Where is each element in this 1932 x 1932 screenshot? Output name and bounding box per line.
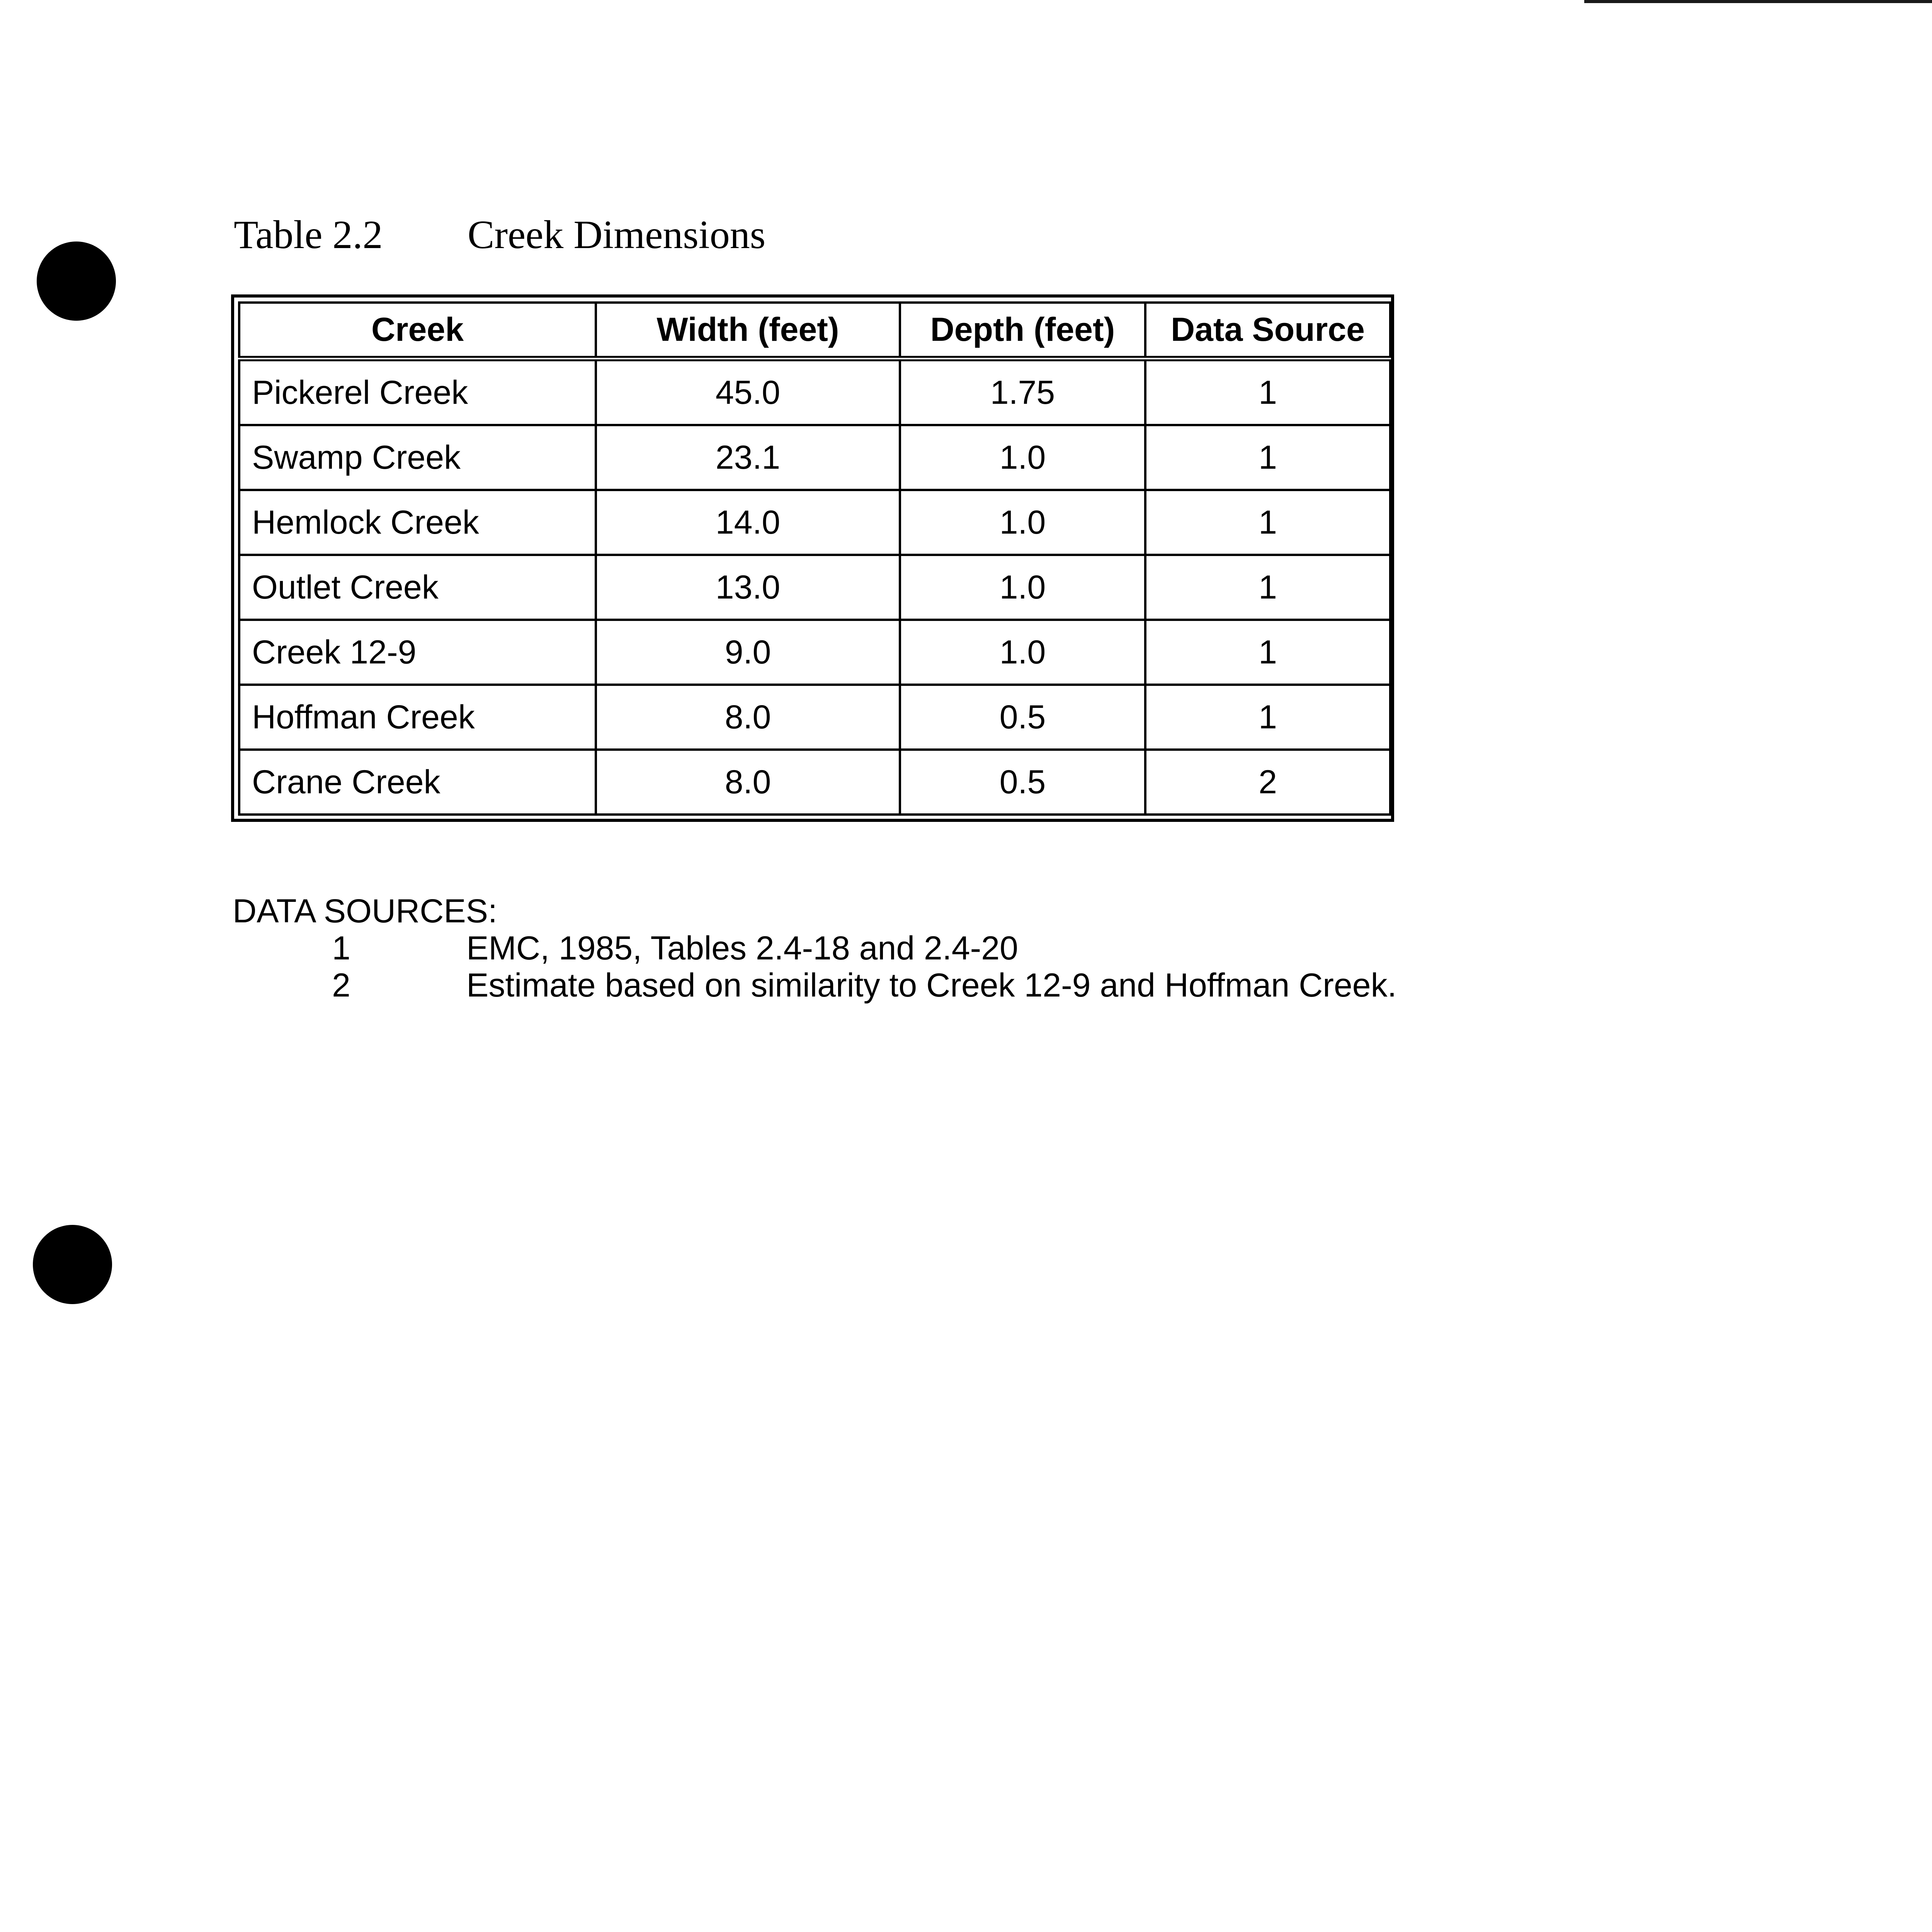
punch-hole-middle [33, 1225, 112, 1304]
table-caption [234, 212, 765, 258]
data-source-cell: 1 [1145, 359, 1390, 425]
data-sources-heading: DATA SOURCES: [233, 893, 497, 930]
data-source-text: EMC, 1985, Tables 2.4-18 and 2.4-20 [466, 930, 1018, 967]
width-cell: 9.0 [596, 620, 900, 685]
table-row [239, 490, 1390, 555]
depth-cell: 0.5 [900, 685, 1145, 750]
width-cell: 8.0 [596, 685, 900, 750]
table-row [239, 685, 1390, 750]
table-title: Creek Dimensions [468, 213, 766, 257]
table-row [239, 425, 1390, 490]
width-cell: 13.0 [596, 555, 900, 620]
data-source-cell: 1 [1145, 490, 1390, 555]
depth-cell: 1.0 [900, 555, 1145, 620]
depth-cell: 1.75 [900, 359, 1145, 425]
width-cell: 8.0 [596, 750, 900, 815]
column-header-width: Width (feet) [596, 303, 900, 359]
data-source-cell: 1 [1145, 425, 1390, 490]
punch-hole-top [37, 242, 116, 321]
table-row [239, 555, 1390, 620]
creek-name-cell: Pickerel Creek [239, 359, 596, 425]
width-cell: 45.0 [596, 359, 900, 425]
table-row [239, 359, 1390, 425]
table-header-row [239, 303, 1390, 359]
data-source-item [233, 930, 1397, 967]
column-header-creek: Creek [239, 303, 596, 359]
data-source-item [233, 967, 1397, 1004]
data-source-number: 2 [332, 967, 350, 1004]
table-row [239, 750, 1390, 815]
top-edge-rule [1584, 0, 1932, 3]
creek-name-cell: Swamp Creek [239, 425, 596, 490]
table-row [239, 620, 1390, 685]
data-source-text: Estimate based on similarity to Creek 12-9 and Hoffman Creek. [466, 967, 1397, 1004]
data-source-cell: 1 [1145, 685, 1390, 750]
data-source-cell: 2 [1145, 750, 1390, 815]
creek-name-cell: Creek 12-9 [239, 620, 596, 685]
depth-cell: 1.0 [900, 490, 1145, 555]
creek-name-cell: Crane Creek [239, 750, 596, 815]
data-source-number: 1 [332, 930, 350, 967]
creek-name-cell: Hemlock Creek [239, 490, 596, 555]
data-source-cell: 1 [1145, 555, 1390, 620]
creek-dimensions-table [238, 301, 1391, 816]
width-cell: 23.1 [596, 425, 900, 490]
depth-cell: 0.5 [900, 750, 1145, 815]
creek-name-cell: Outlet Creek [239, 555, 596, 620]
depth-cell: 1.0 [900, 620, 1145, 685]
creek-dimensions-table-frame [231, 294, 1394, 822]
creek-name-cell: Hoffman Creek [239, 685, 596, 750]
data-sources-section [233, 893, 1397, 1004]
data-source-cell: 1 [1145, 620, 1390, 685]
column-header-data-source: Data Source [1145, 303, 1390, 359]
depth-cell: 1.0 [900, 425, 1145, 490]
width-cell: 14.0 [596, 490, 900, 555]
column-header-depth: Depth (feet) [900, 303, 1145, 359]
table-label: Table 2.2 [234, 213, 383, 257]
